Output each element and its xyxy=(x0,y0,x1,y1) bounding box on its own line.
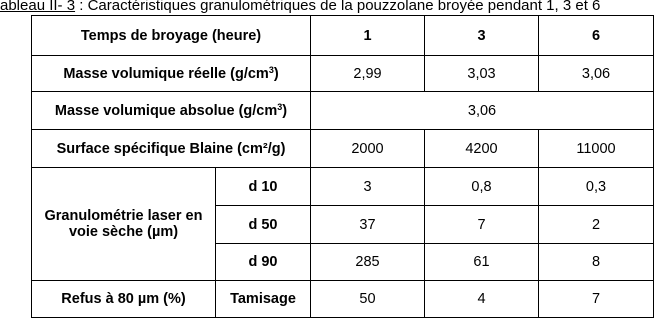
cell-value: 7 xyxy=(539,281,654,318)
cell-value: 2 xyxy=(539,206,654,244)
table-row xyxy=(32,92,654,130)
caption-text: : Caractéristiques granulométriques de la pouzzolane broyée pendant 1, 3 et 6 xyxy=(75,0,601,14)
sub-label-sieving: Tamisage xyxy=(216,281,311,318)
cell-value: 50 xyxy=(311,281,425,318)
cell-value: 7 xyxy=(425,206,539,244)
header-3h: 3 xyxy=(425,16,539,56)
cell-value: 0,3 xyxy=(539,168,654,206)
header-1h: 1 xyxy=(311,16,425,56)
sub-label-d10: d 10 xyxy=(216,168,311,206)
table-row xyxy=(32,56,654,92)
cell-value: 2000 xyxy=(311,130,425,168)
cell-value: 37 xyxy=(311,206,425,244)
row-label-blaine-surface: Surface spécifique Blaine (cm²/g) xyxy=(32,130,311,168)
caption-label: ableau II- 3 xyxy=(0,0,76,14)
cell-value: 3,03 xyxy=(425,56,539,92)
cell-value: 4200 xyxy=(425,130,539,168)
table-row xyxy=(32,281,654,318)
row-label-real-density: Masse volumique réelle $(g/cm^3)$ xyxy=(32,56,311,92)
cell-value: 285 xyxy=(311,244,425,281)
table-caption xyxy=(0,0,654,15)
table-row xyxy=(32,168,654,206)
header-grinding-time: Temps de broyage (heure) xyxy=(32,16,311,56)
header-row xyxy=(32,16,654,56)
row-label-laser-granulometry: Granulométrie laser en voie sèche (µm) xyxy=(32,168,216,281)
row-label-absolute-density: Masse volumique absolue $(g/cm^3)$ xyxy=(32,92,311,130)
cell-value: 0,8 xyxy=(425,168,539,206)
cell-value: 3,06 xyxy=(311,92,654,130)
header-6h: 6 xyxy=(539,16,654,56)
cell-value: 4 xyxy=(425,281,539,318)
cell-value: 2,99 xyxy=(311,56,425,92)
cell-value: 11000 xyxy=(539,130,654,168)
cell-value: 8 xyxy=(539,244,654,281)
sub-label-d90: d 90 xyxy=(216,244,311,281)
cell-value: 3 xyxy=(311,168,425,206)
cell-value: 61 xyxy=(425,244,539,281)
sub-label-d50: d 50 xyxy=(216,206,311,244)
table-row xyxy=(32,130,654,168)
row-label-refusal: Refus à 80 µm (%) xyxy=(32,281,216,318)
characteristics-table xyxy=(31,15,654,318)
cell-value: 3,06 xyxy=(539,56,654,92)
